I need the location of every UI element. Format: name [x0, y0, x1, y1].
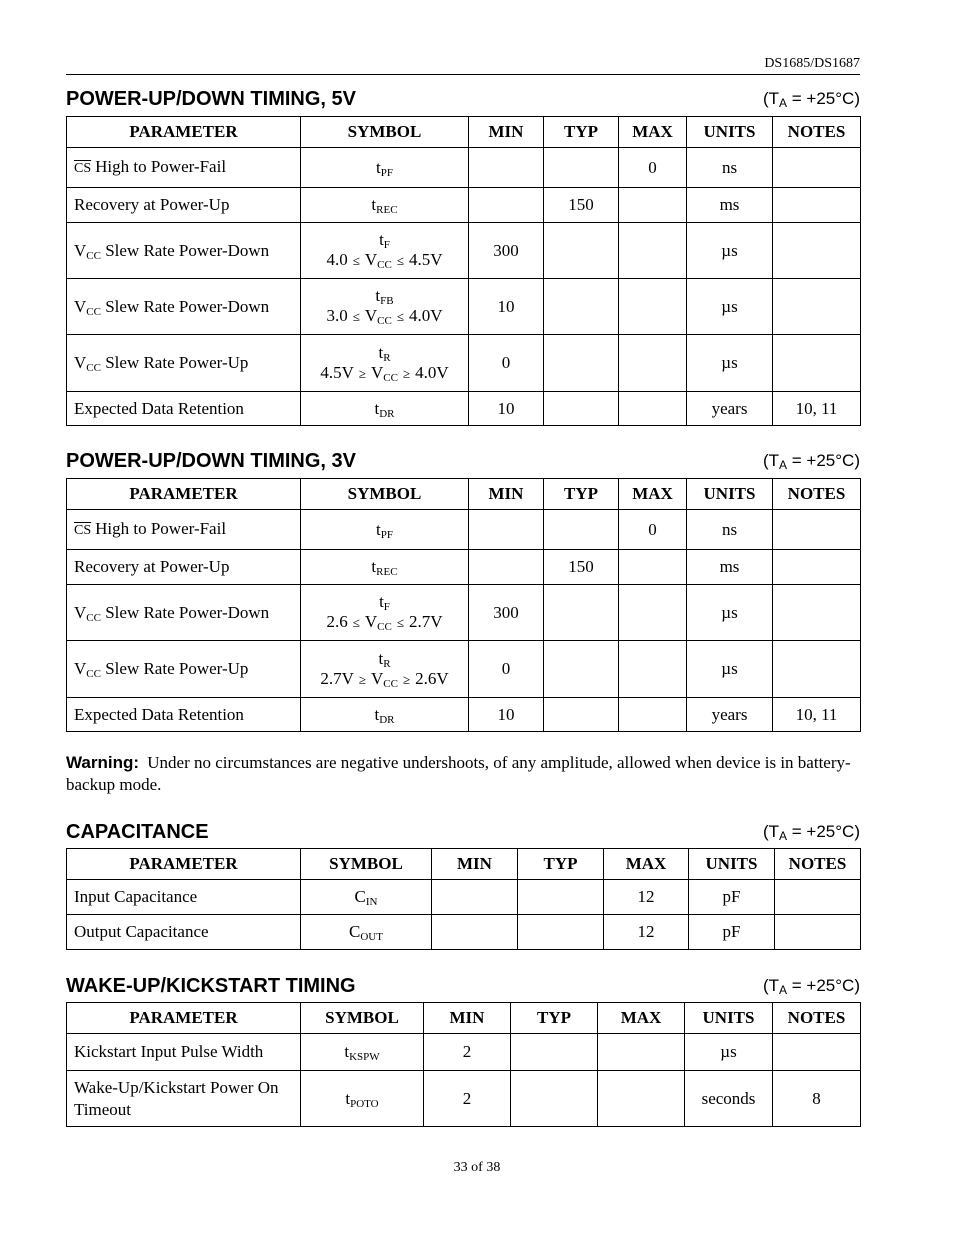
param-cell: Expected Data Retention — [67, 392, 301, 426]
typ-cell — [511, 1034, 598, 1071]
col-typ: TYP — [544, 117, 619, 148]
typ-cell — [544, 335, 619, 392]
min-cell: 300 — [469, 223, 544, 279]
notes-cell — [773, 1034, 861, 1071]
col-min: MIN — [469, 479, 544, 510]
units-cell: µs — [687, 223, 773, 279]
typ-cell — [518, 880, 604, 915]
notes-cell: 10, 11 — [773, 392, 861, 426]
capacitance-title: CAPACITANCE — [66, 821, 209, 843]
table-header-row — [67, 117, 861, 148]
units-cell: µs — [687, 641, 773, 698]
symbol-cell: $t_R$ $2.7V \ge V_{CC} \ge 2.6V$ — [301, 641, 469, 698]
notes-cell — [773, 148, 861, 188]
table-row — [67, 880, 861, 915]
param-cell: Kickstart Input Pulse Width — [67, 1034, 301, 1071]
param-cell: $V_{CC}$ Slew Rate Power-Up — [67, 335, 301, 392]
capacitance-heading — [66, 819, 860, 843]
param-cell: $\overline{CS}$ High to Power-Fail — [67, 148, 301, 188]
col-notes: NOTES — [773, 117, 861, 148]
wakeup-condition: $(T_A = +25^\circ C)$ — [762, 976, 860, 997]
page-header — [66, 56, 860, 75]
symbol-cell: $t_{REC}$ — [301, 188, 469, 223]
section-5v-heading — [66, 86, 860, 110]
param-cell: Input Capacitance — [67, 880, 301, 915]
units-cell: seconds — [685, 1071, 773, 1127]
col-min: MIN — [432, 849, 518, 880]
typ-cell — [544, 641, 619, 698]
symbol-cell: $t_{DR}$ — [301, 392, 469, 426]
max-cell — [619, 641, 687, 698]
wakeup-title: WAKE-UP/KICKSTART TIMING — [66, 975, 356, 997]
units-cell: ns — [687, 510, 773, 550]
power-timing-5v-table — [66, 116, 861, 426]
min-cell: 10 — [469, 392, 544, 426]
max-cell: 12 — [604, 915, 689, 950]
max-cell — [619, 335, 687, 392]
max-cell — [619, 279, 687, 335]
notes-cell — [773, 550, 861, 585]
notes-cell — [775, 915, 861, 950]
warning-label: Warning: — [66, 753, 140, 772]
param-cell: Recovery at Power-Up — [67, 188, 301, 223]
table-row — [67, 223, 861, 279]
typ-cell: 150 — [544, 550, 619, 585]
col-units: UNITS — [687, 117, 773, 148]
capacitance-condition: $(T_A = +25^\circ C)$ — [762, 822, 860, 843]
table-row — [67, 148, 861, 188]
typ-cell — [544, 510, 619, 550]
symbol-cell: $t_{PF}$ — [301, 510, 469, 550]
section-3v-title: POWER-UP/DOWN TIMING, 3V — [66, 450, 356, 472]
units-cell: pF — [689, 915, 775, 950]
col-notes: NOTES — [773, 1003, 861, 1034]
min-cell — [432, 880, 518, 915]
col-parameter: PARAMETER — [67, 117, 301, 148]
symbol-cell: $C_{IN}$ — [301, 880, 432, 915]
typ-cell — [544, 223, 619, 279]
param-cell: Wake-Up/Kickstart Power On Timeout — [67, 1071, 301, 1127]
section-3v-condition: $(T_A = +25^\circ C)$ — [762, 451, 860, 472]
max-cell — [598, 1071, 685, 1127]
param-cell: $V_{CC}$ Slew Rate Power-Down — [67, 223, 301, 279]
max-cell: 12 — [604, 880, 689, 915]
table-row — [67, 392, 861, 426]
col-symbol: SYMBOL — [301, 117, 469, 148]
min-cell — [469, 188, 544, 223]
section-3v-heading — [66, 448, 860, 472]
min-cell — [432, 915, 518, 950]
table-header-row — [67, 849, 861, 880]
units-cell: years — [687, 698, 773, 732]
col-symbol: SYMBOL — [301, 479, 469, 510]
max-cell — [598, 1034, 685, 1071]
symbol-cell: $t_F$ $4.0 \le V_{CC} \le 4.5V$ — [301, 223, 469, 279]
min-cell — [469, 148, 544, 188]
table-row — [67, 585, 861, 641]
col-typ: TYP — [544, 479, 619, 510]
param-cell: Recovery at Power-Up — [67, 550, 301, 585]
max-cell — [619, 585, 687, 641]
page-footer — [0, 1160, 954, 1176]
symbol-cell: $t_F$ $2.6 \le V_{CC} \le 2.7V$ — [301, 585, 469, 641]
table-row — [67, 510, 861, 550]
notes-cell — [773, 223, 861, 279]
col-typ: TYP — [518, 849, 604, 880]
param-cell: Expected Data Retention — [67, 698, 301, 732]
table-row — [67, 1071, 861, 1127]
symbol-cell: $t_{POTO}$ — [301, 1071, 424, 1127]
notes-cell — [773, 641, 861, 698]
wakeup-table — [66, 1002, 861, 1127]
param-cell: $V_{CC}$ Slew Rate Power-Up — [67, 641, 301, 698]
symbol-cell: $t_{FB}$ $3.0 \le V_{CC} \le 4.0V$ — [301, 279, 469, 335]
col-min: MIN — [469, 117, 544, 148]
table-row — [67, 550, 861, 585]
units-cell: pF — [689, 880, 775, 915]
col-max: MAX — [598, 1003, 685, 1034]
param-cell: $\overline{CS}$ High to Power-Fail — [67, 510, 301, 550]
symbol-cell: $t_R$ $4.5V \ge V_{CC} \ge 4.0V$ — [301, 335, 469, 392]
max-cell: 0 — [619, 148, 687, 188]
symbol-cell: $C_{OUT}$ — [301, 915, 432, 950]
notes-cell: 10, 11 — [773, 698, 861, 732]
min-cell: 300 — [469, 585, 544, 641]
min-cell: 0 — [469, 641, 544, 698]
col-symbol: SYMBOL — [301, 849, 432, 880]
notes-cell — [775, 880, 861, 915]
page-number: 33 of 38 — [453, 1160, 501, 1175]
units-cell: µs — [687, 585, 773, 641]
warning-note — [66, 752, 866, 796]
min-cell — [469, 550, 544, 585]
min-cell: 0 — [469, 335, 544, 392]
col-units: UNITS — [685, 1003, 773, 1034]
col-units: UNITS — [687, 479, 773, 510]
max-cell — [619, 188, 687, 223]
typ-cell — [518, 915, 604, 950]
min-cell: 10 — [469, 279, 544, 335]
notes-cell — [773, 585, 861, 641]
warning-text: Under no circumstances are negative undershoots, of any amplitude, allowed when device is in battery-backup mode. — [66, 753, 851, 794]
notes-cell — [773, 279, 861, 335]
col-units: UNITS — [689, 849, 775, 880]
min-cell: 2 — [424, 1071, 511, 1127]
power-timing-3v-table — [66, 478, 861, 732]
units-cell: µs — [685, 1034, 773, 1071]
table-row — [67, 335, 861, 392]
min-cell: 2 — [424, 1034, 511, 1071]
param-cell: $V_{CC}$ Slew Rate Power-Down — [67, 585, 301, 641]
max-cell: 0 — [619, 510, 687, 550]
notes-cell — [773, 335, 861, 392]
symbol-cell: $t_{PF}$ — [301, 148, 469, 188]
table-row — [67, 915, 861, 950]
col-max: MAX — [619, 117, 687, 148]
symbol-cell: $t_{REC}$ — [301, 550, 469, 585]
table-header-row — [67, 1003, 861, 1034]
table-row — [67, 279, 861, 335]
typ-cell — [544, 585, 619, 641]
doc-id: DS1685/DS1687 — [764, 56, 860, 71]
col-symbol: SYMBOL — [301, 1003, 424, 1034]
capacitance-table — [66, 848, 861, 950]
col-min: MIN — [424, 1003, 511, 1034]
symbol-cell: $t_{DR}$ — [301, 698, 469, 732]
units-cell: years — [687, 392, 773, 426]
table-row — [67, 641, 861, 698]
col-typ: TYP — [511, 1003, 598, 1034]
col-max: MAX — [619, 479, 687, 510]
table-row — [67, 698, 861, 732]
min-cell — [469, 510, 544, 550]
typ-cell — [544, 279, 619, 335]
units-cell: µs — [687, 335, 773, 392]
col-parameter: PARAMETER — [67, 479, 301, 510]
notes-cell: 8 — [773, 1071, 861, 1127]
wakeup-heading — [66, 973, 860, 997]
typ-cell — [544, 148, 619, 188]
param-cell: $V_{CC}$ Slew Rate Power-Down — [67, 279, 301, 335]
col-parameter: PARAMETER — [67, 849, 301, 880]
typ-cell — [511, 1071, 598, 1127]
units-cell: µs — [687, 279, 773, 335]
col-parameter: PARAMETER — [67, 1003, 301, 1034]
col-notes: NOTES — [775, 849, 861, 880]
col-max: MAX — [604, 849, 689, 880]
table-row — [67, 188, 861, 223]
param-cell: Output Capacitance — [67, 915, 301, 950]
typ-cell: 150 — [544, 188, 619, 223]
notes-cell — [773, 510, 861, 550]
typ-cell — [544, 698, 619, 732]
max-cell — [619, 392, 687, 426]
col-notes: NOTES — [773, 479, 861, 510]
section-5v-condition: $(T_A = +25^\circ C)$ — [762, 89, 860, 110]
table-header-row — [67, 479, 861, 510]
units-cell: ms — [687, 188, 773, 223]
units-cell: ms — [687, 550, 773, 585]
units-cell: ns — [687, 148, 773, 188]
max-cell — [619, 550, 687, 585]
typ-cell — [544, 392, 619, 426]
min-cell: 10 — [469, 698, 544, 732]
section-5v-title: POWER-UP/DOWN TIMING, 5V — [66, 88, 356, 110]
table-row — [67, 1034, 861, 1071]
max-cell — [619, 223, 687, 279]
max-cell — [619, 698, 687, 732]
notes-cell — [773, 188, 861, 223]
symbol-cell: $t_{KSPW}$ — [301, 1034, 424, 1071]
